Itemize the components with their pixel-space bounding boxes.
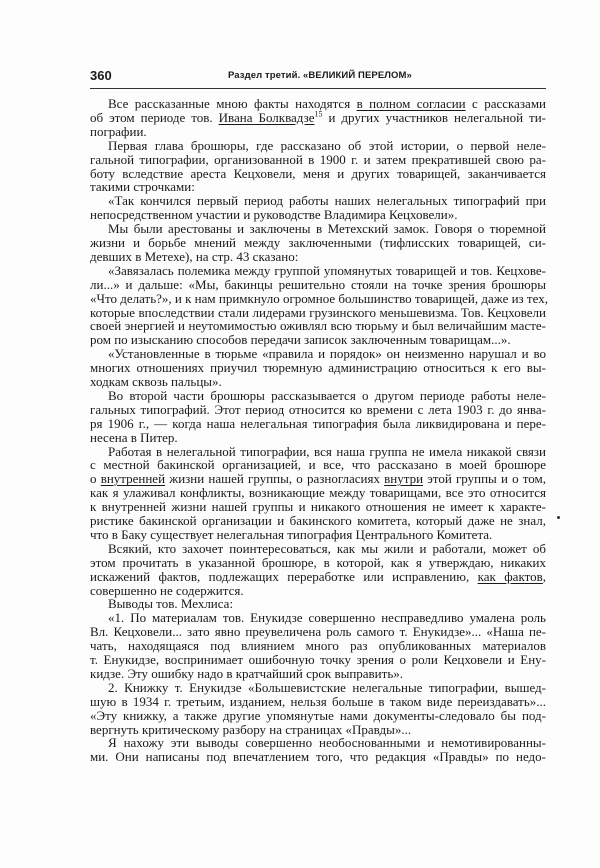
text-segment: такими строчками: [90, 179, 195, 195]
text-line [108, 194, 546, 208]
underlined-text: Ивана Болквадзе [218, 109, 315, 125]
text-segment: Я нахожу эти выводы совершенно необоснованными и немотивированны- [108, 735, 546, 751]
text-segment: об этом периоде тов. [90, 109, 219, 125]
text-line [108, 264, 546, 278]
text-segment: своей энергией и неутомимостью оживлял всю тюрьму и был величайшим масте- [90, 318, 546, 334]
text-line [90, 750, 546, 764]
text-line [90, 528, 546, 542]
text-segment: «Эту книжку, а также другие упомянутые нами документы-следовало бы под- [90, 707, 546, 723]
text-line [108, 389, 546, 403]
header-rule [90, 88, 546, 89]
text-segment: к внутренней жизни нашей группы и никакого отношения не имеет к характе- [90, 499, 546, 515]
text-segment: ходкам сквозь пальцы». [90, 374, 222, 389]
text-line [108, 445, 546, 459]
text-segment: о [90, 471, 101, 487]
text-line [90, 111, 546, 125]
text-segment: девших в Метехе), на стр. 43 сказано: [90, 248, 299, 264]
text-line [90, 319, 546, 333]
text-line [90, 625, 546, 639]
text-line [90, 486, 546, 500]
text-segment: что в Баку существует нелегальная типография Центрального Комитета. [90, 526, 493, 542]
text-segment: «Установленные в тюрьме «правила и порядок» он неизменно нарушал и во [108, 346, 546, 362]
text-line [108, 97, 546, 111]
text-line [90, 667, 546, 681]
text-segment: непосредственном участии и руководстве Владимира Кецховели». [90, 207, 458, 223]
text-segment: шую в 1934 г. третьим, изданием, нельзя больше в таком виде переиздавать»... [90, 693, 546, 709]
footnote-marker: 15 [314, 109, 323, 119]
text-line [90, 556, 546, 570]
text-line [90, 208, 546, 222]
text-line [90, 167, 546, 181]
text-line [90, 153, 546, 167]
text-segment: Мы были арестованы и заключены в Метехский замок. Говоря о тюремной [108, 221, 546, 237]
text-line [108, 597, 546, 611]
text-segment: жизни нашей группы, о разногласиях [165, 471, 385, 487]
text-segment: ром по изысканию способов передачи записок заключенным товарищам...». [90, 332, 511, 348]
text-line [90, 709, 546, 723]
text-line [108, 222, 546, 236]
text-line [108, 736, 546, 750]
text-segment: Выводы тов. Мехлиса: [108, 596, 234, 612]
text-segment: , [542, 568, 546, 584]
text-line [90, 236, 546, 250]
text-segment: т. Енукидзе, воспринимает ошибочную точку зрения о роли Кецховели и Ену- [90, 652, 546, 667]
text-segment: Все рассказанные мною факты находятся [108, 96, 357, 111]
text-segment: ря 1906 г., — когда наша нелегальная типография была ликвидирована и пере- [90, 415, 546, 431]
text-line [90, 375, 546, 389]
text-line [90, 361, 546, 375]
text-segment: искажений фактов, подлежащих переработке или исправлению, [90, 568, 478, 584]
text-segment: которые впоследствии стали лидерами грузинского меньшевизма. Тов. Кецховели [90, 304, 546, 320]
text-segment: Работая в нелегальной типографии, вся наша группа не имела никакой связи [108, 443, 546, 459]
text-line [90, 125, 546, 139]
text-segment: Во второй части брошюры рассказывается о другом периоде работы неле- [108, 387, 546, 403]
text-line [90, 306, 546, 320]
scan-speck [557, 516, 560, 519]
text-line [90, 292, 546, 306]
text-segment: «Завязалась полемика между группой упомянутых товарищей и тов. Кецхове- [108, 262, 546, 278]
text-segment: гальной типографии, организованной в 1900 г. и затем прекратившей свою ра- [90, 151, 546, 167]
text-segment: с местной бакинской организацией, и все, что рассказано в моей брошюре [90, 457, 546, 473]
underlined-text: внутри [384, 471, 424, 487]
text-line [90, 500, 546, 514]
text-line [108, 542, 546, 556]
text-segment: жизни и борьбе мнений между заключенными (тифлисских товарищей, си- [90, 235, 546, 250]
text-segment: пографии. [90, 123, 147, 139]
text-segment: вергнуть критическому разбору на страницах «Правды»... [90, 721, 412, 737]
text-line [108, 139, 546, 153]
text-line [90, 570, 546, 584]
text-line [90, 639, 546, 653]
text-line [90, 514, 546, 528]
text-segment: гальных типографий. Этот период относится ко времени с лета 1903 г. до янва- [90, 401, 546, 417]
text-line [90, 584, 546, 598]
text-segment: ли...» и дальше: «Мы, бакинцы решительно стояли на точке зрения брошюры [90, 276, 546, 292]
text-line [90, 695, 546, 709]
text-segment: 2. Книжку т. Енукидзе «Большевистские нелегальные типографии, вышед- [108, 679, 546, 695]
text-segment: этой группы и о том, [423, 471, 546, 487]
text-segment: «1. По материалам тов. Енукидзе совершенно несправедливо умалена роль [108, 610, 546, 626]
page-number: 360 [90, 68, 112, 83]
text-segment: Первая глава брошюры, где рассказано об этой истории, о первой неле- [108, 137, 546, 153]
text-segment: боту вследствие ареста Кецховели, меня и других товарищей, заканчивается [90, 165, 546, 181]
text-segment: ми. Они написаны под впечатлением того, что редакция «Правды» по недо- [90, 749, 546, 765]
text-line [90, 723, 546, 737]
text-segment: кидзе. Эту ошибку надо в кратчайший срок выправить». [90, 665, 403, 681]
text-segment: чать, находящаяся под влиянием много раз опубликованных материалов [90, 638, 546, 654]
text-line [90, 250, 546, 264]
text-line [90, 180, 546, 194]
text-segment: «Что делать?», и к нам примкнуло огромное большинство товарищей, даже из тех, [90, 290, 548, 306]
text-segment: несена в Питер. [90, 429, 178, 445]
text-line [108, 347, 546, 361]
text-line [90, 278, 546, 292]
underlined-text: в полном согласии [356, 96, 466, 111]
text-line [90, 417, 546, 431]
underlined-text: как фактов [477, 568, 543, 584]
underlined-text: внутренней [100, 471, 166, 487]
text-segment: и других участников нелегальной ти- [322, 109, 546, 125]
text-line [90, 403, 546, 417]
text-segment: как я улаживал конфликты, возникающие между товарищами, все это относится [90, 485, 546, 501]
text-segment: совершенно не содержится. [90, 582, 244, 598]
text-segment: многих отношениях приучил тюремную администрацию относиться к его вы- [90, 360, 546, 376]
text-segment: этом прочитать в указанной брошюре, в которой, как я утверждаю, никаких [90, 554, 546, 570]
text-segment: Всякий, кто захочет поинтересоваться, как мы жили и работали, может об [108, 540, 546, 556]
text-segment: Вл. Кецховели... зато явно преувеличена роль самого т. Енукидзе»... «Наша пе- [90, 624, 546, 640]
text-line [90, 653, 546, 667]
text-line [108, 611, 546, 625]
text-segment: ристике бакинской организации и бакинского комитета, который даже не знал, [90, 513, 546, 528]
text-segment: «Так кончился первый период работы наших нелегальных типографий при [108, 193, 546, 209]
text-segment: с рассказами [465, 96, 547, 111]
running-title: Раздел третий. «ВЕЛИКИЙ ПЕРЕЛОМ» [228, 70, 412, 81]
text-line [90, 472, 546, 486]
text-line [90, 333, 546, 347]
text-line [90, 458, 546, 472]
text-line [108, 681, 546, 695]
text-line [90, 431, 546, 445]
